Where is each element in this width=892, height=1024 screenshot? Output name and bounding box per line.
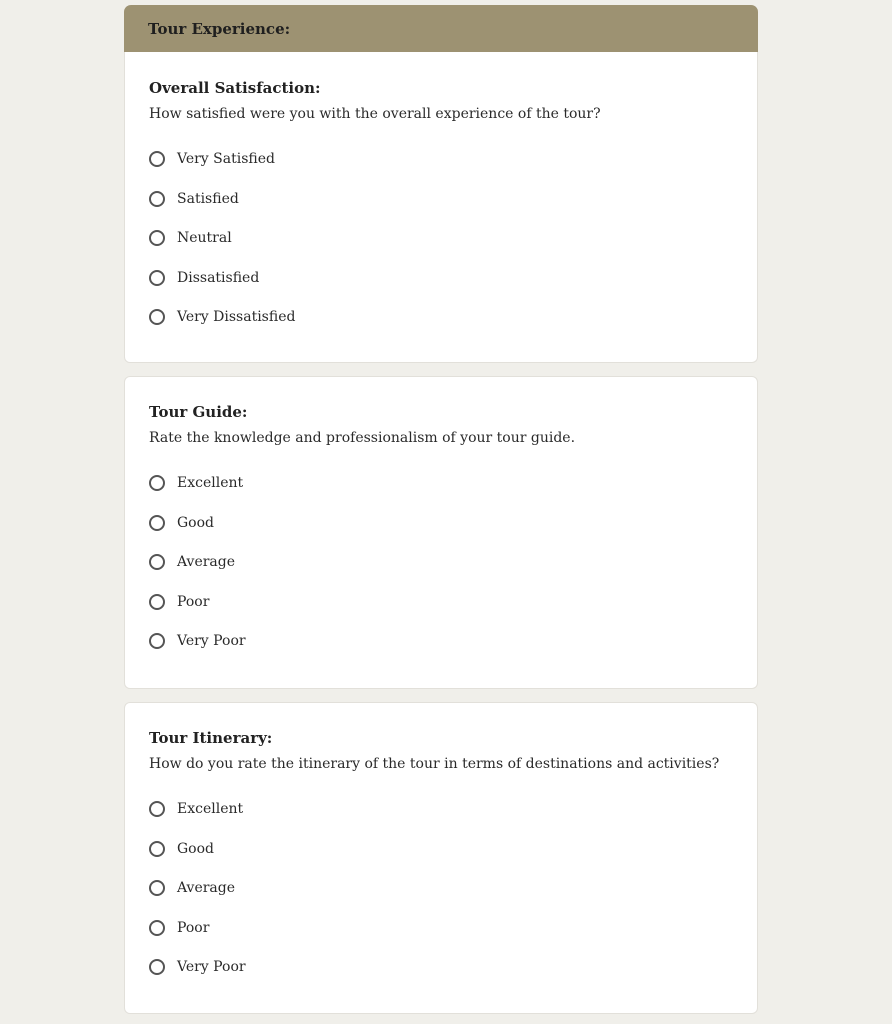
option-very-poor[interactable] bbox=[149, 957, 733, 977]
option-label[interactable]: Neutral bbox=[177, 230, 232, 247]
option-label[interactable]: Very Satisfied bbox=[177, 151, 275, 167]
option-label[interactable]: Very Poor bbox=[177, 633, 246, 650]
radio-button[interactable] bbox=[149, 309, 165, 325]
radio-button[interactable] bbox=[149, 270, 165, 286]
question-card-tour-guide bbox=[124, 376, 758, 689]
option-neutral[interactable] bbox=[149, 228, 733, 248]
radio-button[interactable] bbox=[149, 554, 165, 570]
section-title: Tour Experience: bbox=[148, 19, 291, 38]
radio-button[interactable] bbox=[149, 475, 165, 491]
option-excellent[interactable] bbox=[149, 473, 733, 493]
question-title: Tour Guide: bbox=[149, 403, 248, 421]
option-very-poor[interactable] bbox=[149, 631, 733, 651]
option-label[interactable]: Good bbox=[177, 840, 215, 857]
radio-group-tour-guide bbox=[149, 473, 733, 651]
option-label[interactable]: Average bbox=[177, 554, 236, 571]
question-title: Overall Satisfaction: bbox=[149, 79, 321, 97]
radio-group-tour-itinerary bbox=[149, 799, 733, 977]
option-label[interactable]: Average bbox=[177, 880, 236, 897]
option-very-dissatisfied[interactable] bbox=[149, 307, 733, 327]
radio-button[interactable] bbox=[149, 594, 165, 610]
option-poor[interactable] bbox=[149, 918, 733, 938]
option-average[interactable] bbox=[149, 878, 733, 898]
radio-button[interactable] bbox=[149, 920, 165, 936]
option-label[interactable]: Poor bbox=[177, 593, 210, 610]
radio-button[interactable] bbox=[149, 191, 165, 207]
option-poor[interactable] bbox=[149, 592, 733, 612]
option-label[interactable]: Very Dissatisfied bbox=[177, 309, 296, 326]
option-label[interactable]: Dissatisfied bbox=[177, 269, 260, 286]
option-good[interactable] bbox=[149, 839, 733, 859]
radio-button[interactable] bbox=[149, 151, 165, 167]
question-description: How do you rate the itinerary of the tour in terms of destinations and activities? bbox=[149, 756, 720, 772]
radio-button[interactable] bbox=[149, 841, 165, 857]
radio-button[interactable] bbox=[149, 633, 165, 649]
option-very-satisfied[interactable] bbox=[149, 149, 733, 169]
radio-button[interactable] bbox=[149, 880, 165, 896]
question-title: Tour Itinerary: bbox=[149, 729, 273, 747]
radio-button[interactable] bbox=[149, 515, 165, 531]
question-description: How satisfied were you with the overall experience of the tour? bbox=[149, 106, 601, 122]
option-label[interactable]: Good bbox=[177, 514, 215, 531]
option-label[interactable]: Excellent bbox=[177, 475, 244, 491]
option-satisfied[interactable] bbox=[149, 189, 733, 209]
question-card-overall-satisfaction bbox=[124, 52, 758, 363]
question-description: Rate the knowledge and professionalism of your tour guide. bbox=[149, 430, 576, 446]
survey-container bbox=[124, 5, 758, 1014]
option-label[interactable]: Satisfied bbox=[177, 190, 239, 207]
option-dissatisfied[interactable] bbox=[149, 268, 733, 288]
radio-button[interactable] bbox=[149, 801, 165, 817]
radio-button[interactable] bbox=[149, 959, 165, 975]
option-excellent[interactable] bbox=[149, 799, 733, 819]
option-good[interactable] bbox=[149, 513, 733, 533]
option-label[interactable]: Very Poor bbox=[177, 959, 246, 976]
radio-group-overall-satisfaction bbox=[149, 149, 733, 327]
option-label[interactable]: Excellent bbox=[177, 801, 244, 817]
question-card-tour-itinerary bbox=[124, 702, 758, 1014]
option-average[interactable] bbox=[149, 552, 733, 572]
radio-button[interactable] bbox=[149, 230, 165, 246]
section-header bbox=[124, 5, 758, 52]
option-label[interactable]: Poor bbox=[177, 919, 210, 936]
